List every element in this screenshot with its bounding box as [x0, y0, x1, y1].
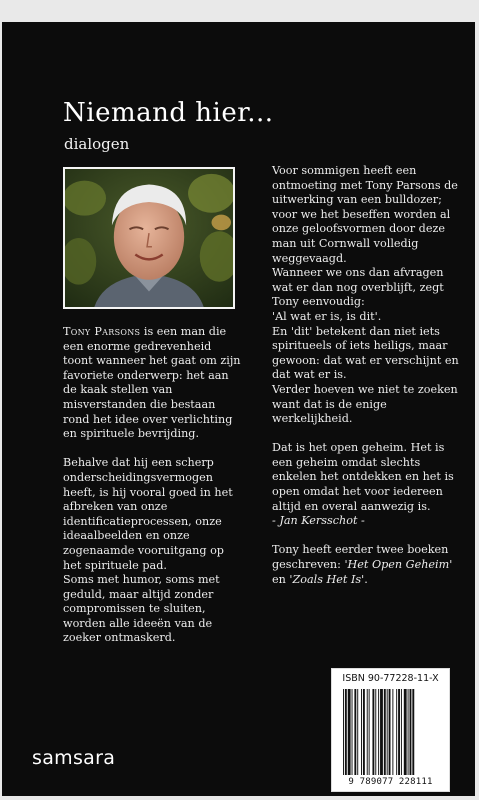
blurb-paragraph-1: Voor sommigen heeft een ontmoeting met Tony Parsons de uitwerking van een bulldozer; voor we het beseffen worden al onze geloofsvormen door deze man uit Cornwall volledig weggevaagd. — [272, 164, 458, 265]
isbn-text: ISBN 90-77228-11-X — [342, 673, 439, 684]
previous-books-lead: Tony heeft eerder twee boeken geschreven: — [272, 543, 449, 572]
barcode-bars — [342, 689, 442, 775]
blurb-column — [272, 164, 464, 587]
book-title-2: 'Zoals Het Is' — [289, 572, 365, 586]
blurb-paragraph-5: Verder hoeven we niet te zoeken want dat is de enige werkelijkheid. — [272, 382, 458, 426]
blurb-signature: - Jan Kersschot - — [272, 514, 365, 528]
previous-books-end: . — [364, 572, 368, 586]
barcode-label — [331, 668, 450, 792]
blurb-paragraph-2: Wanneer we ons dan afvragen wat er dan nog overblijft, zegt Tony eenvoudig: — [272, 266, 444, 309]
book-title: Niemand hier... — [63, 98, 274, 128]
ean-number: 9 789077 228111 — [348, 777, 433, 787]
blurb-paragraph-6: Dat is het open geheim. Het is een geheim omdat slechts enkelen het ontdekken en het is open omdat het voor iedereen altijd en overal aanwezig is. — [272, 441, 454, 513]
author-photo — [63, 167, 235, 309]
description-paragraph-2: Behalve dat hij een scherp onderscheidingsvermogen heeft, is hij vooral goed in het afbreken van onze identificatieprocessen, onze ideaalbeelden en onze zogenaamde vooruitgang op het spirituele pad. — [63, 456, 233, 572]
blurb-paragraph-4: En 'dit' betekent dan niet iets spiritueels of iets heiligs, maar gewoon: dat wat er verschijnt en dat wat er is. — [272, 324, 459, 382]
author-name: Tony Parsons — [63, 325, 141, 338]
book-title-1: 'Het Open Geheim' — [344, 558, 453, 572]
publisher-logo: samsara — [32, 747, 116, 769]
author-portrait-image — [65, 169, 233, 307]
book-back-cover — [2, 22, 475, 796]
description-paragraph-3: Soms met humor, soms met geduld, maar altijd zonder compromissen te sluiten, worden alle ideeën van de zoeker ontmaskerd. — [63, 573, 220, 645]
description-paragraph-1-text: is een man die een enorme gedrevenheid toont wanneer het gaat om zijn favoriete onderwerp: het aan de kaak stellen van misverstanden die bestaan rond het idee over verlichting en spirituele bevrijding. — [63, 325, 241, 441]
description-paragraph-1 — [63, 325, 243, 442]
blurb-quote: 'Al wat er is, is dit'. — [272, 309, 382, 323]
author-description-column — [63, 325, 243, 646]
book-subtitle: dialogen — [64, 135, 130, 153]
blurb-previous-books — [272, 543, 464, 587]
previous-books-and: en — [272, 572, 290, 586]
